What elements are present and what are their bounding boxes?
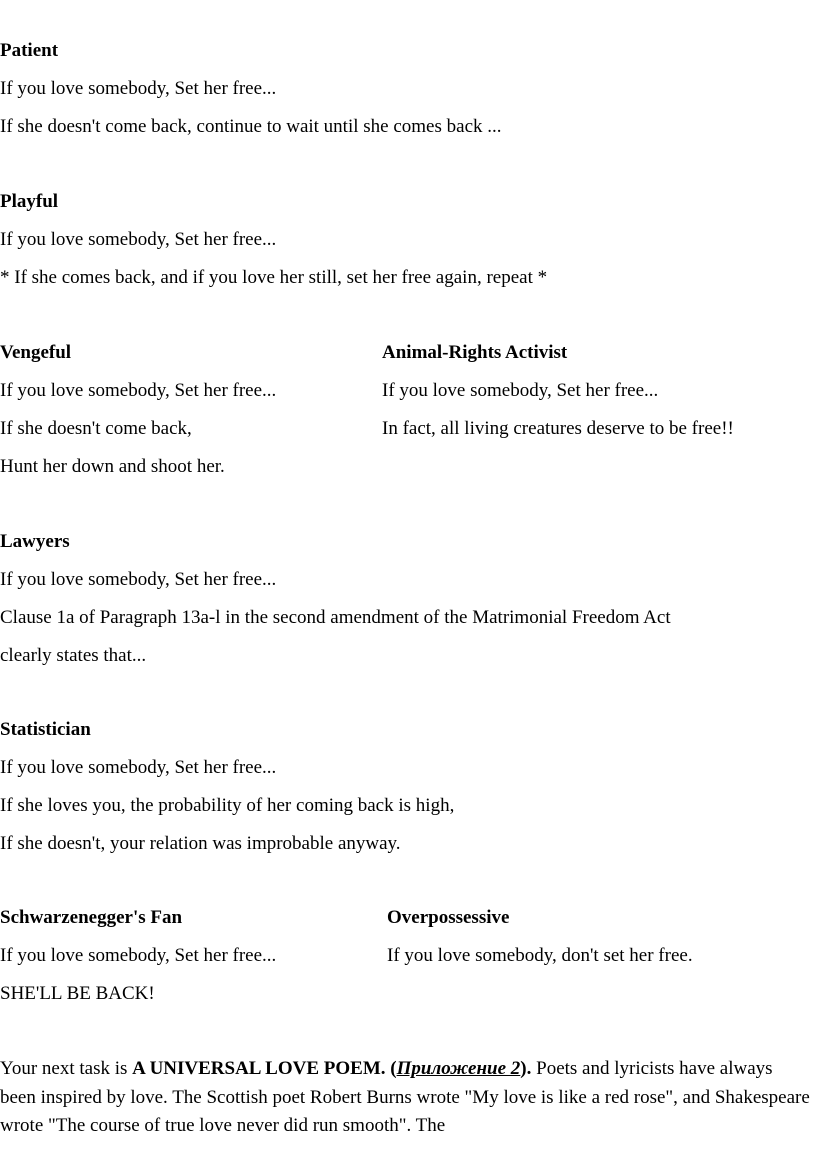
overpossessive-line-1: If you love somebody, don't set her free. xyxy=(387,945,693,966)
section-title-playful: Playful xyxy=(0,191,59,212)
section-title-vengeful: Vengeful xyxy=(0,342,72,363)
patient-line-1: If you love somebody, Set her free... xyxy=(0,78,277,99)
section-title-patient: Patient xyxy=(0,40,59,61)
schwarzenegger-line-2: SHE'LL BE BACK! xyxy=(0,983,155,1004)
vengeful-line-3: Hunt her down and shoot her. xyxy=(0,456,225,477)
section-title-lawyers: Lawyers xyxy=(0,531,70,552)
section-title-overpossessive: Overpossessive xyxy=(387,907,510,928)
appendix-link[interactable]: Приложение 2 xyxy=(396,1058,521,1079)
section-title-schwarzenegger: Schwarzenegger's Fan xyxy=(0,907,183,928)
task-title: A UNIVERSAL LOVE POEM. ( xyxy=(132,1058,397,1079)
vengeful-line-1: If you love somebody, Set her free... xyxy=(0,380,277,401)
closing-paragraph xyxy=(0,1055,810,1141)
vengeful-line-2: If she doesn't come back, xyxy=(0,418,192,439)
animal-rights-line-2: In fact, all living creatures deserve to be free!! xyxy=(382,418,734,439)
statistician-line-1: If you love somebody, Set her free... xyxy=(0,757,277,778)
appendix-link-close: ). xyxy=(520,1058,532,1079)
animal-rights-line-1: If you love somebody, Set her free... xyxy=(382,380,659,401)
lawyers-line-2: Clause 1a of Paragraph 13a-l in the second amendment of the Matrimonial Freedom Act xyxy=(0,607,671,628)
statistician-line-2: If she loves you, the probability of her coming back is high, xyxy=(0,795,455,816)
section-title-animal-rights: Animal-Rights Activist xyxy=(382,342,568,363)
playful-line-2: * If she comes back, and if you love her still, set her free again, repeat * xyxy=(0,267,548,288)
section-title-statistician: Statistician xyxy=(0,719,91,740)
lawyers-line-1: If you love somebody, Set her free... xyxy=(0,569,277,590)
patient-line-2: If she doesn't come back, continue to wait until she comes back ... xyxy=(0,116,502,137)
lawyers-line-3: clearly states that... xyxy=(0,645,147,666)
playful-line-1: If you love somebody, Set her free... xyxy=(0,229,277,250)
schwarzenegger-line-1: If you love somebody, Set her free... xyxy=(0,945,277,966)
statistician-line-3: If she doesn't, your relation was improbable anyway. xyxy=(0,833,401,854)
closing-rest: Poets and lyricists have always been inspired by love. The Scottish poet Robert Burns wrote "My love is like a red rose", and Shakespeare wrote "The course of true love never did run smooth". The xyxy=(0,1058,810,1136)
closing-intro: Your next task is xyxy=(0,1058,133,1079)
